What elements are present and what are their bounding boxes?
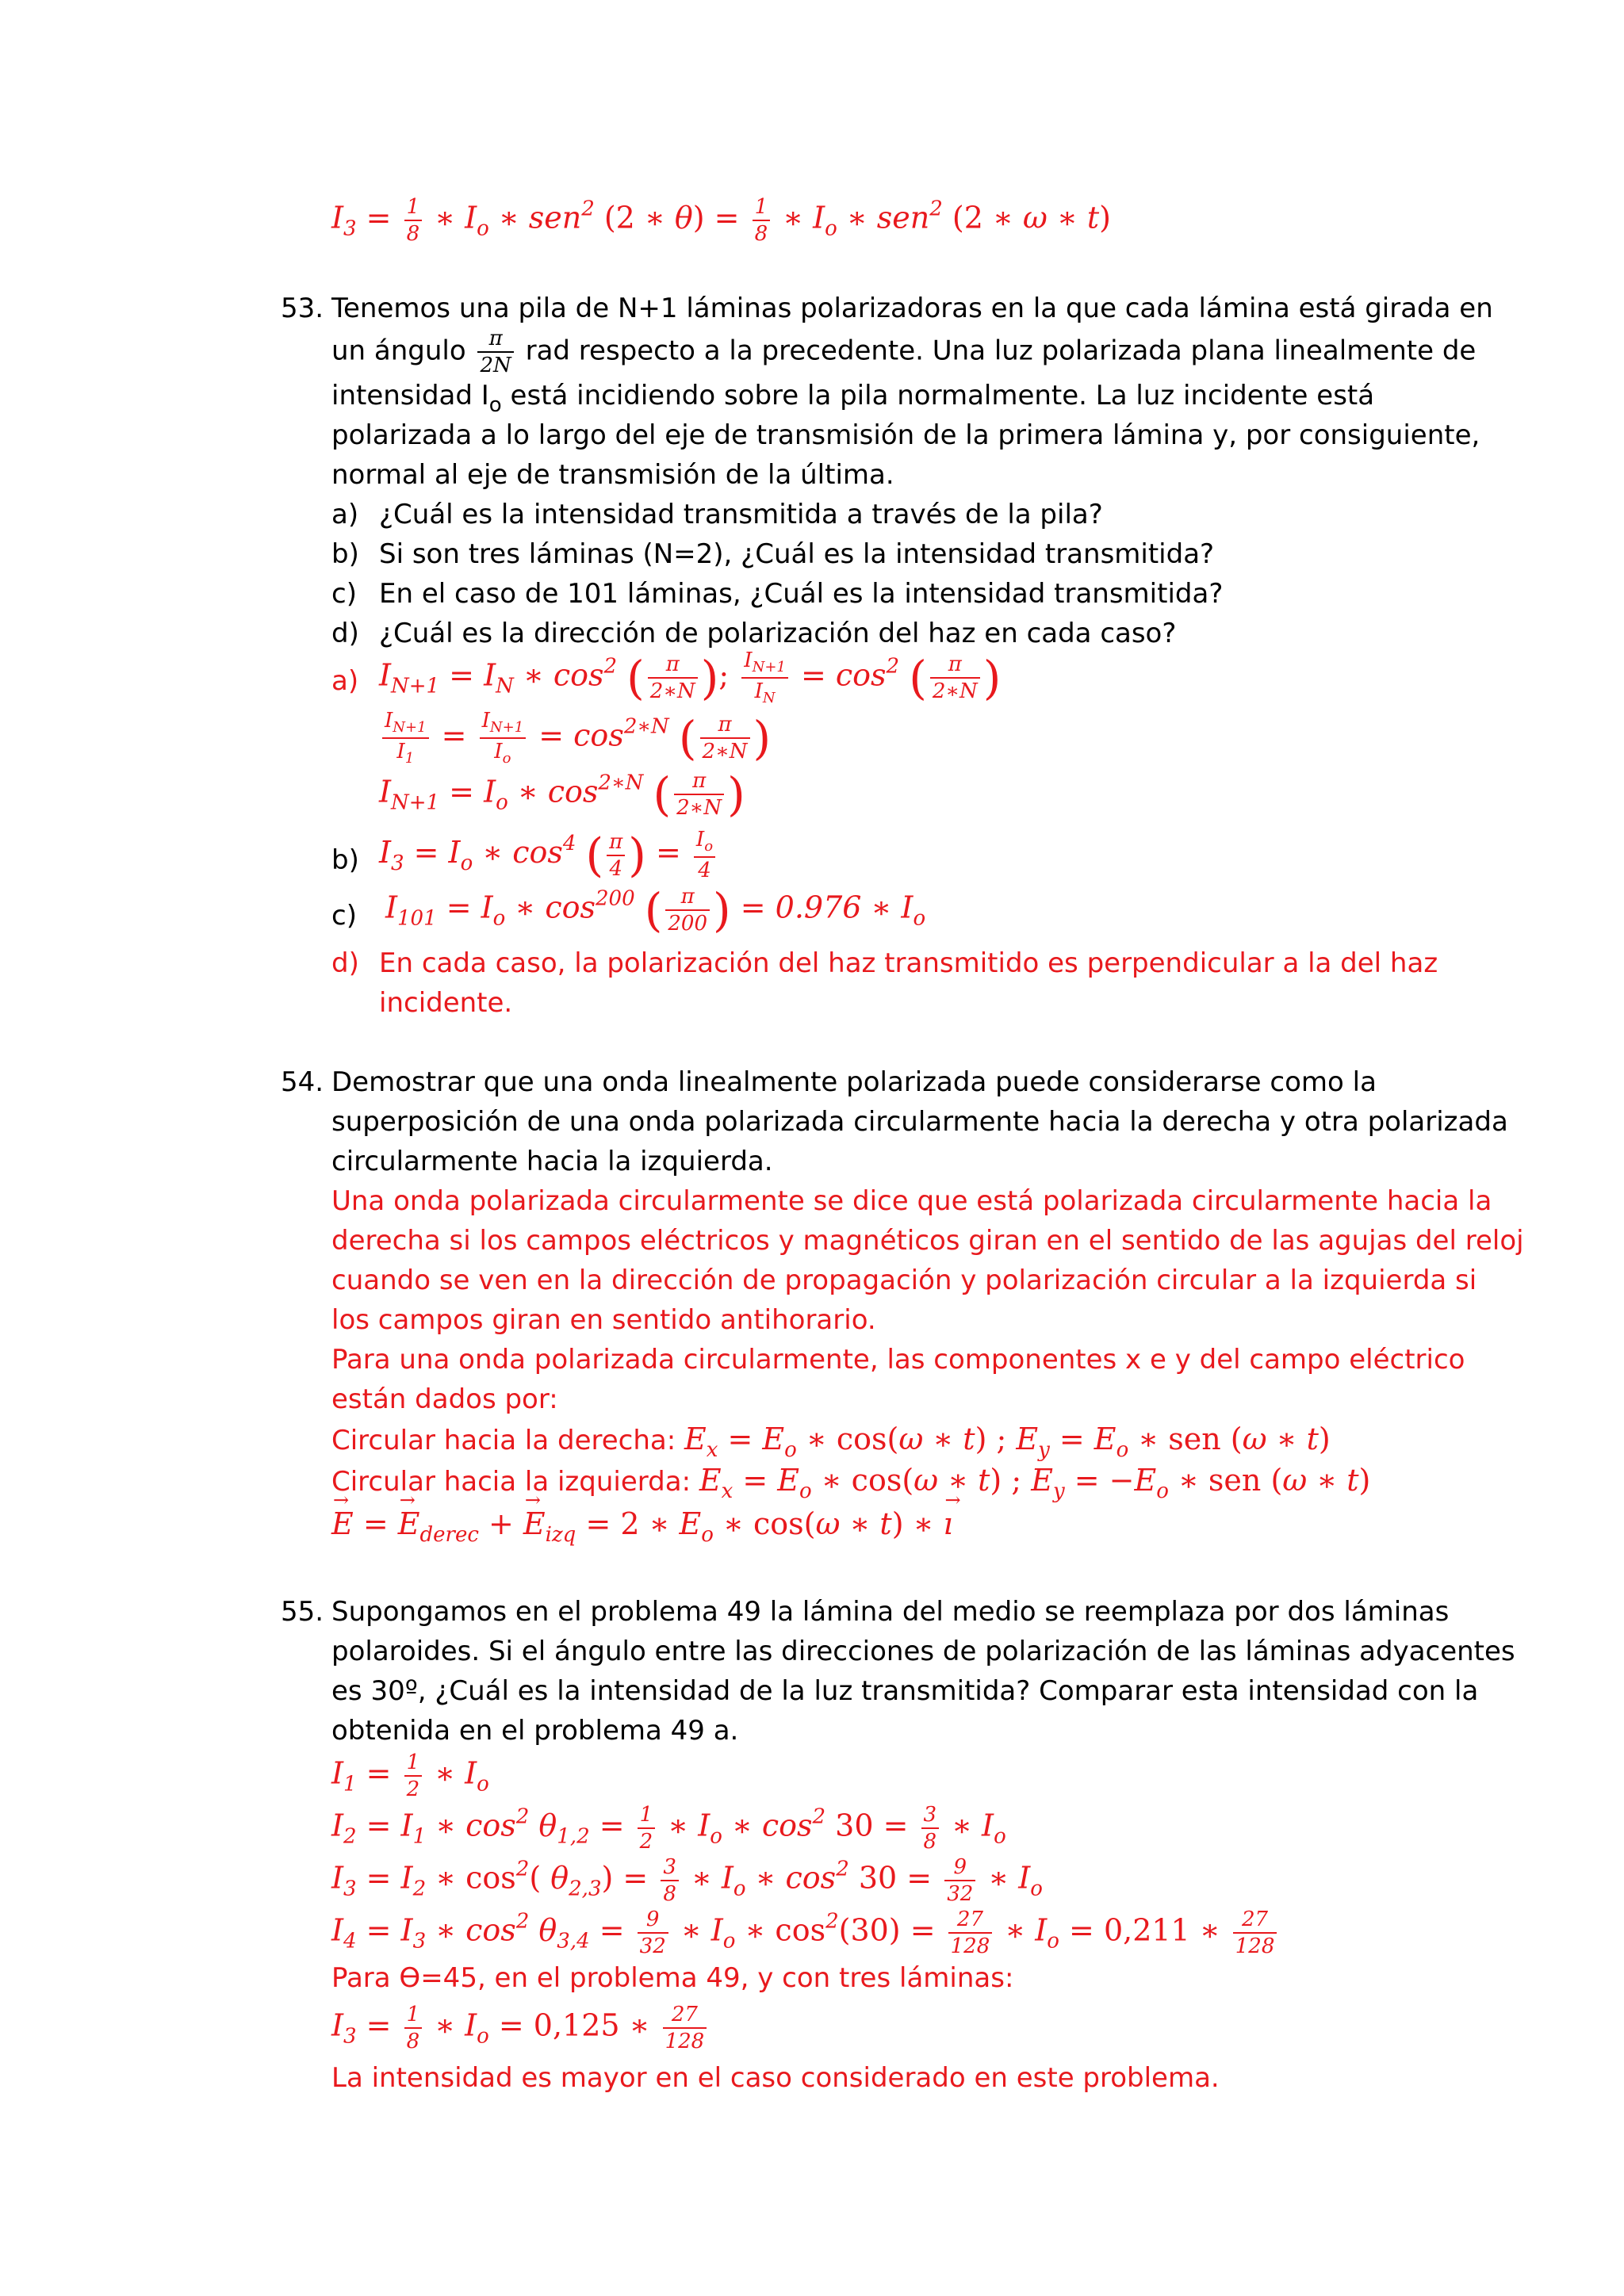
- text-segment: Circular hacia la derecha:: [331, 1425, 684, 1456]
- equation-i3: $I_3 = I_2$ ∗ $\cos^2$( $\theta_{2,3}$) = $\frac{3}{8}$ ∗ $I_o$ ∗ $\cos^2 30$ = $\frac{9}{32}$ ∗ $I_o$: [331, 1855, 1043, 1906]
- equation-a1: $I_{N+1} = I_N$ ∗ $\cos^2$ ( $\frac{\pi}{2∗N}$ ); $\frac{I_{N+1}}{I_N}$ = $\cos^2$ ( $\frac{\pi}{2∗N}$ ): [379, 649, 1002, 707]
- item-label: b): [331, 844, 359, 876]
- equation-i4: $I_4 = I_3$ ∗ $\cos^2 \theta_{3,4}$ = $\frac{9}{32}$ ∗ $I_o$ ∗ $\cos^2(30)$ = $\frac{27}{128}$ ∗ $I_o = 0,211$ ∗ $\frac{27}{128}$: [331, 1909, 1280, 1957]
- fraction-pi-2n: [477, 328, 513, 376]
- problem-text: Tenemos una pila de N+1 láminas polarizadoras en la que cada lámina está girada en: [331, 293, 1493, 324]
- problem-text: polarizada a lo largo del eje de transmisión de la primera lámina y, por consiguiente,: [331, 419, 1480, 451]
- equation-a2: $\frac{I_{N+1}}{I_1}$ = $\frac{I_{N+1}}{I_o}$ = $\cos^{2∗N}$ ( $\frac{\pi}{2∗N}$ ): [379, 710, 771, 766]
- item-label: a): [331, 499, 359, 530]
- problem-number: 54.: [281, 1066, 324, 1098]
- equation-i3-comparison: $I_3$ = $\frac{1}{8}$ ∗ $I_o = 0,125$ ∗ $\frac{27}{128}$: [331, 2004, 710, 2052]
- problem-text: obtenida en el problema 49 a.: [331, 1715, 739, 1747]
- problem-text: Supongamos en el problema 49 la lámina del medio se reemplaza por dos láminas: [331, 1596, 1450, 1628]
- item-label: c): [331, 578, 357, 610]
- question-d: ¿Cuál es la dirección de polarización del haz en cada caso?: [379, 618, 1177, 649]
- equation-vector-sum: → E = → $E_{derec}$ + → $E_{izq} = 2$ ∗ $E_o$ ∗ cos(ω ∗ t) ∗ → ı: [331, 1506, 953, 1547]
- equation-i1: $I_1$ = $\frac{1}{2}$ ∗ $I_o$: [331, 1751, 489, 1801]
- problem-text: es 30º, ¿Cuál es la intensidad de la luz transmitida? Comparar esta intensidad con la: [331, 1675, 1479, 1707]
- answer-text: Una onda polarizada circularmente se dice que está polarizada circularmente hacia la: [331, 1185, 1492, 1217]
- denominator: 2N: [480, 354, 511, 377]
- item-label: c): [331, 900, 357, 932]
- answer-text: Para ϴ=45, en el problema 49, y con tres láminas:: [331, 1962, 1014, 1994]
- equation-right-circular: Circular hacia la derecha: $E_x = E_o$ ∗ cos(ω ∗ t) ; $E_y = E_o$ ∗ sen (ω ∗ t): [331, 1422, 1331, 1462]
- answer-text: están dados por:: [331, 1383, 558, 1415]
- item-label: a): [331, 665, 359, 697]
- conclusion-text: La intensidad es mayor en el caso considerado en este problema.: [331, 2062, 1220, 2094]
- problem-text: superposición de una onda polarizada circularmente hacia la derecha y otra polarizada: [331, 1106, 1508, 1138]
- answer-d-line1: En cada caso, la polarización del haz transmitido es perpendicular a la del haz: [379, 947, 1438, 979]
- equation-b: $I_3 = I_o$ ∗ $\cos^4$ ( $\frac{\pi}{4}$ ) = $\frac{I_o}{4}$: [379, 829, 718, 881]
- problem-text: Demostrar que una onda linealmente polarizada puede considerarse como la: [331, 1066, 1377, 1098]
- question-a: ¿Cuál es la intensidad transmitida a través de la pila?: [379, 499, 1103, 530]
- answer-text: Para una onda polarizada circularmente, las componentes x e y del campo eléctrico: [331, 1344, 1465, 1376]
- equation-left-circular: Circular hacia la izquierda: $E_x = E_o$ ∗ cos(ω ∗ t) ; $E_y = -E_o$ ∗ sen (ω ∗ t): [331, 1463, 1371, 1503]
- subscript: o: [488, 393, 502, 417]
- question-b: Si son tres láminas (N=2), ¿Cuál es la intensidad transmitida?: [379, 538, 1215, 570]
- item-label: d): [331, 947, 359, 979]
- answer-text: los campos giran en sentido antihorario.: [331, 1304, 876, 1336]
- answer-text: derecha si los campos eléctricos y magnéticos giran en el sentido de las agujas del reloj: [331, 1225, 1524, 1257]
- problem-text: normal al eje de transmisión de la última.: [331, 459, 894, 491]
- equation-i2: $I_2 = I_1$ ∗ $\cos^2 \theta_{1,2}$ = $\frac{1}{2}$ ∗ $I_o$ ∗ $\cos^2 30$ = $\frac{3}{8}$ ∗ $I_o$: [331, 1803, 1006, 1854]
- answer-text: cuando se ven en la dirección de propagación y polarización circular a la izquierda si: [331, 1265, 1477, 1296]
- answer-d-line2: incidente.: [379, 987, 513, 1019]
- text-segment: un ángulo: [331, 335, 466, 367]
- text-segment: está incidiendo sobre la pila normalmente. La luz incidente está: [501, 380, 1375, 411]
- numerator: π: [477, 328, 513, 353]
- problem-number: 53.: [281, 293, 324, 324]
- problem-text: circularmente hacia la izquierda.: [331, 1146, 773, 1177]
- equation-a3: $I_{N+1} = I_o$ ∗ $\cos^{2∗N}$ ( $\frac{\pi}{2∗N}$ ): [379, 767, 745, 821]
- text-segment: intensidad I: [331, 380, 489, 411]
- item-label: d): [331, 618, 359, 649]
- question-c: En el caso de 101 láminas, ¿Cuál es la intensidad transmitida?: [379, 578, 1224, 610]
- value-text: = 0.976 ∗ I: [740, 890, 914, 925]
- text-segment: rad respecto a la precedente. Una luz polarizada plana linealmente de: [525, 335, 1477, 367]
- problem-text: polaroides. Si el ángulo entre las direcciones de polarización de las láminas adyacentes: [331, 1636, 1515, 1667]
- problem-text: [331, 328, 1476, 376]
- text-segment: Circular hacia la izquierda:: [331, 1466, 699, 1498]
- equation-c: $I_{101} = I_o$ ∗ $\cos^{200}$ ( $\frac{\pi}{200}$ ) = 0.976 ∗ $I_o$: [385, 883, 926, 937]
- value-text: = 0,125 ∗: [498, 2007, 660, 2043]
- item-label: b): [331, 538, 359, 570]
- value-text: = 0,211 ∗: [1069, 1912, 1230, 1948]
- problem-number: 55.: [281, 1596, 324, 1628]
- equation-i3-top: $I_3$ = $\frac{1}{8}$ ∗ $I_o$ ∗ sen$^2$ (2 ∗ θ) = $\frac{1}{8}$ ∗ $I_o$ ∗ sen$^2$ (2 ∗ ω ∗ t): [331, 195, 1111, 246]
